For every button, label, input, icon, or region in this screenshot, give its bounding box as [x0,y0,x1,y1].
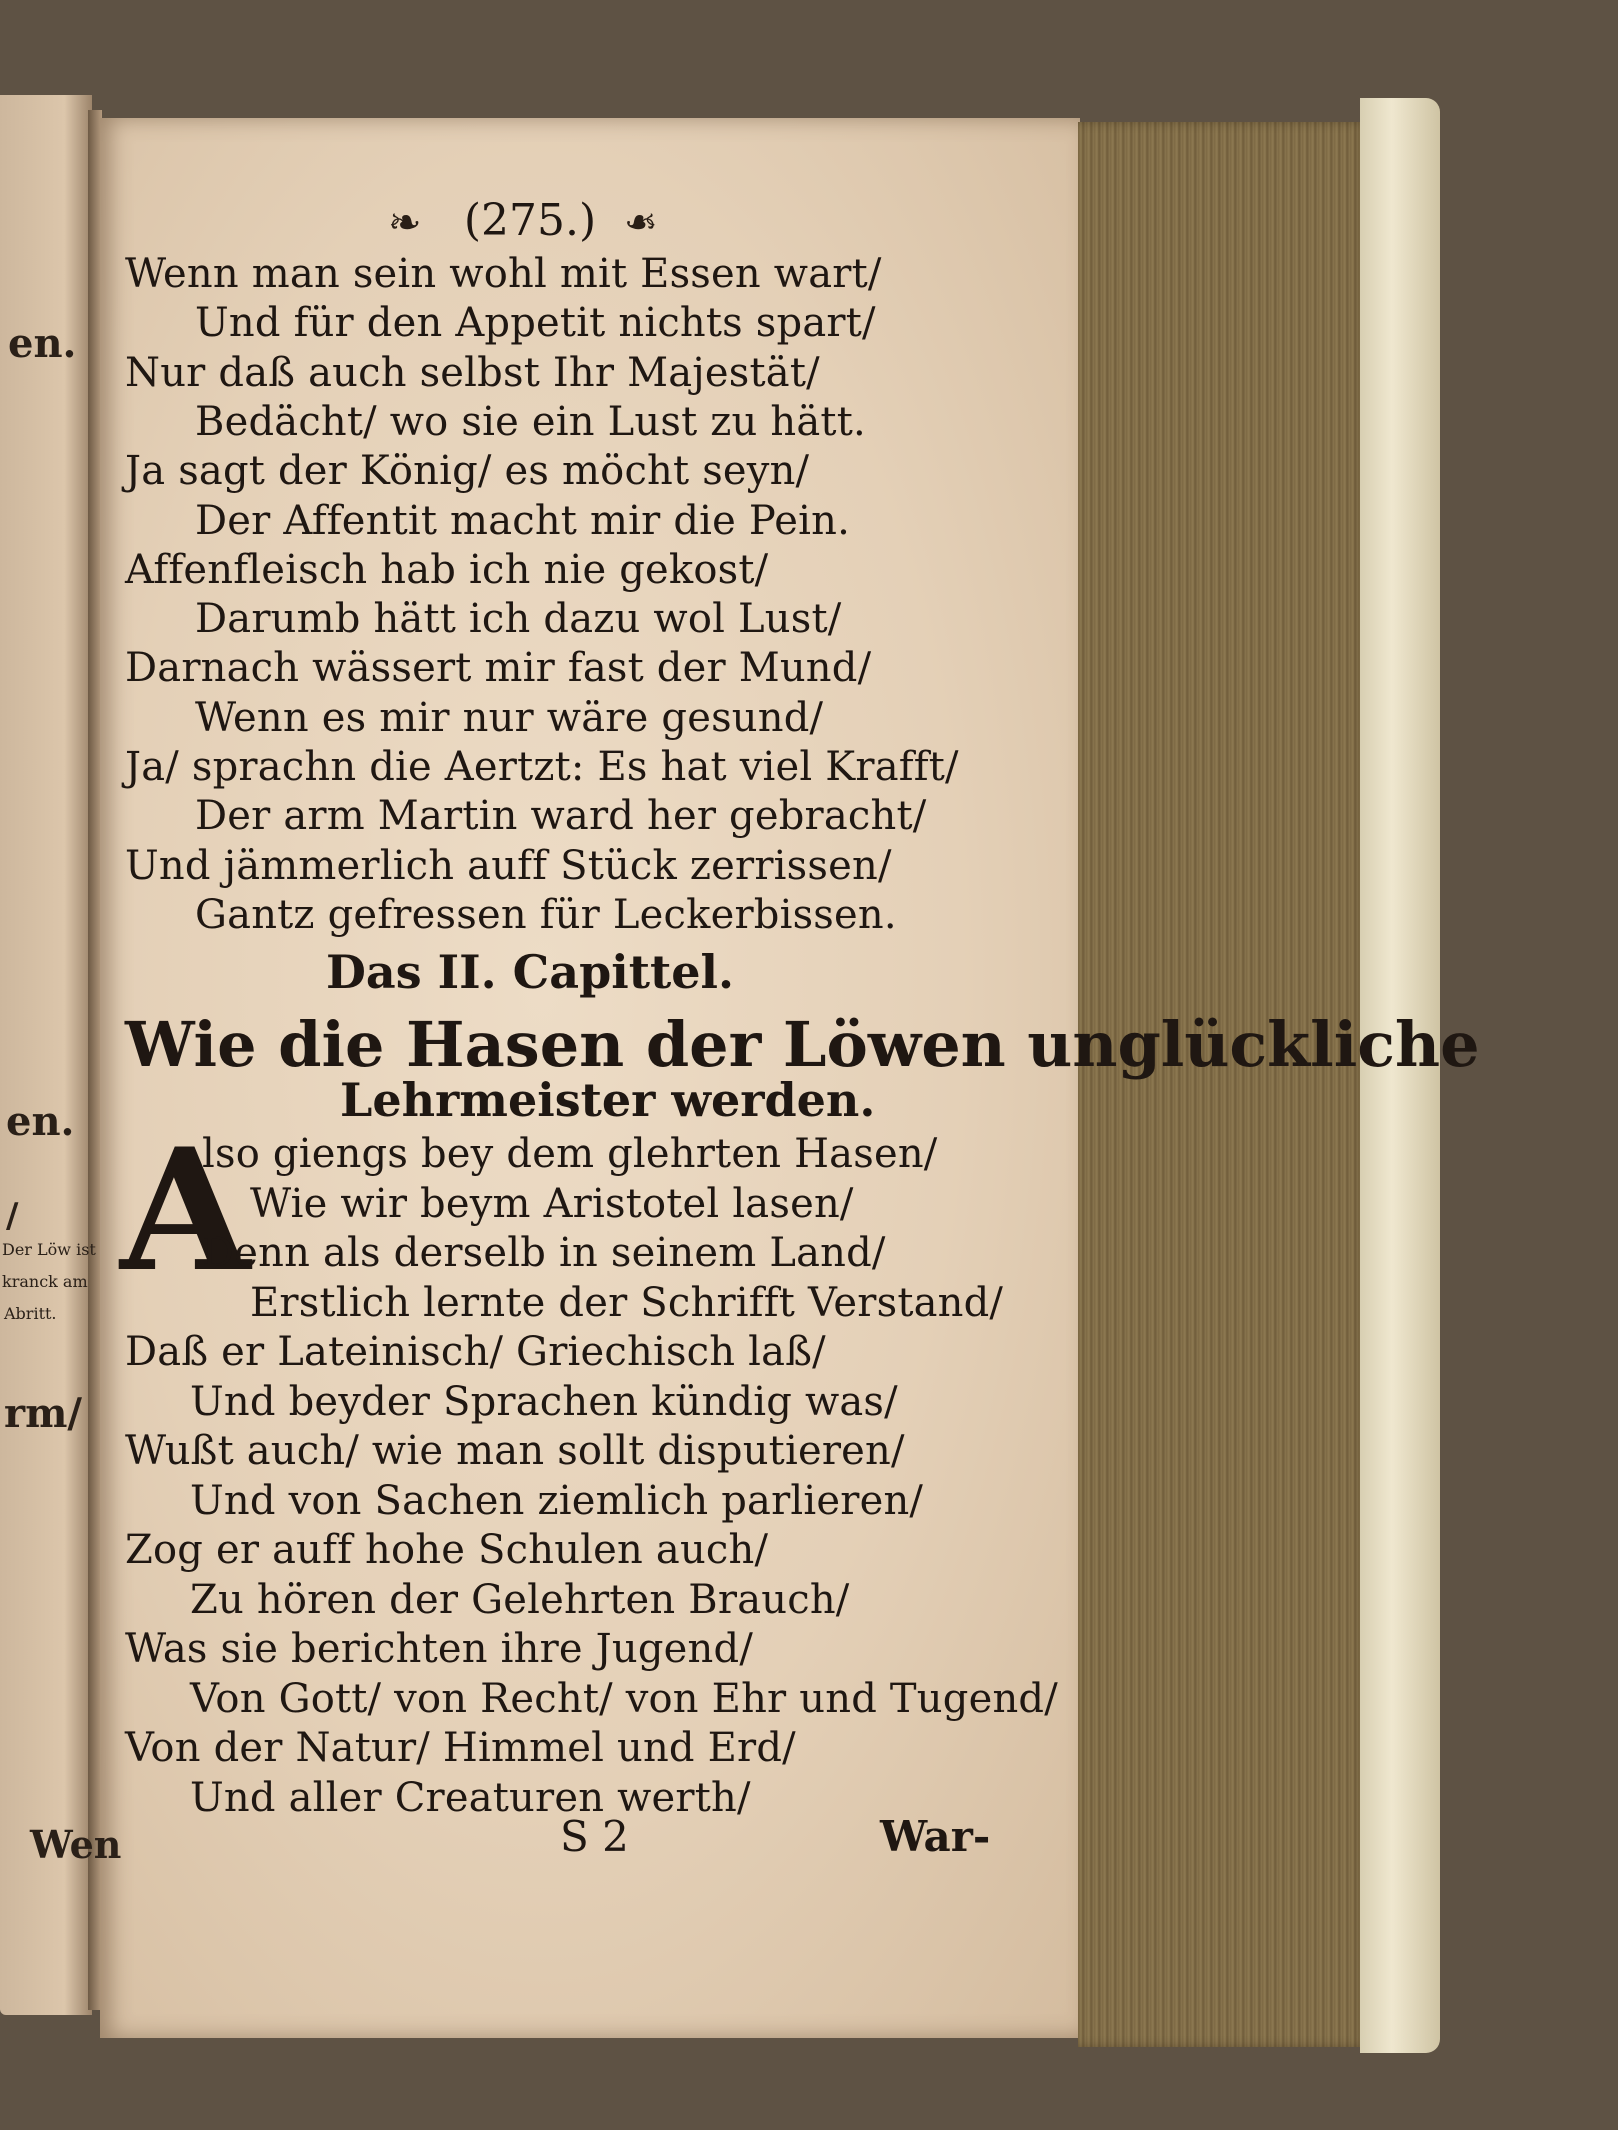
verse-line: Zog er auff hohe Schulen auch/ [125,1527,769,1573]
verse-line: Gantz gefressen für Leckerbissen. [195,891,897,938]
verse-line: Und beyder Sprachen kündig was/ [190,1378,898,1425]
verse-line: Bedächt/ wo sie ein Lust zu hätt. [195,398,866,445]
verse-line: Denn als derselb in seinem Land/ [202,1230,886,1276]
verse-line: lso giengs bey dem glehrten Hasen/ [202,1131,938,1177]
verse-line: Der arm Martin ward her gebracht/ [195,793,927,840]
drop-cap: A [120,1111,251,1309]
verse-line: Wußt auch/ wie man sollt disputieren/ [125,1428,905,1474]
left-fragment: en. [8,320,77,367]
verse-line: Daß er Lateinisch/ Griechisch laß/ [125,1329,826,1375]
chapter-title: Das II. Capittel. [326,945,734,999]
verse-line: Wenn es mir nur wäre gesund/ [195,694,824,741]
verse-line: Und von Sachen ziemlich parlieren/ [190,1477,924,1524]
left-fragment: rm/ [4,1390,83,1437]
verse-line: Nur daß auch selbst Ihr Majestät/ [125,349,820,396]
left-ornament-icon: ❧ [388,200,422,246]
verse-line: Und jämmerlich auff Stück zerrissen/ [125,842,892,889]
margin-note: Abritt. [4,1304,57,1323]
verse-line: Ja sagt der König/ es möcht seyn/ [125,448,810,495]
verse-line: Und aller Creaturen werth/ [190,1774,751,1821]
page-number: (275.) [463,195,597,246]
right-ornament-icon: ❧ [624,200,658,246]
verse-line: Wenn man sein wohl mit Essen wart/ [125,251,882,297]
chapter-heading: Wie die Hasen der Löwen unglückliche [125,1008,1480,1081]
verse-line: Erstlich lernte der Schrifft Verstand/ [250,1279,1004,1326]
left-fragment: en. [6,1098,75,1145]
catchword: War- [880,1812,991,1861]
verse-line: Von der Natur/ Himmel und Erd/ [125,1725,796,1771]
verse-line: Wie wir beym Aristotel lasen/ [250,1180,854,1227]
verse-line: Darumb hätt ich dazu wol Lust/ [195,596,842,643]
signature-mark: S 2 [560,1812,629,1861]
verse-line: Der Affentit macht mir die Pein. [195,497,850,544]
chapter-heading-cont: Lehrmeister werden. [340,1073,876,1127]
left-catchword: Wen [30,1822,122,1867]
verse-line: Zu hören der Gelehrten Brauch/ [190,1576,850,1623]
verse-line: Darnach wässert mir fast der Mund/ [125,645,872,692]
verse-line: Ja/ sprachn die Aertzt: Es hat viel Krafft/ [125,744,959,790]
left-fragment: / [6,1196,19,1236]
margin-note: kranck am [2,1272,88,1291]
margin-note: Der Löw ist [2,1240,96,1259]
verse-line: Von Gott/ von Recht/ von Ehr und Tugend/ [190,1675,1058,1722]
verse-line: Was sie berichten ihre Jugend/ [125,1626,753,1672]
verse-line: Und für den Appetit nichts spart/ [195,300,876,347]
verse-line: Affenfleisch hab ich nie gekost/ [125,546,769,593]
